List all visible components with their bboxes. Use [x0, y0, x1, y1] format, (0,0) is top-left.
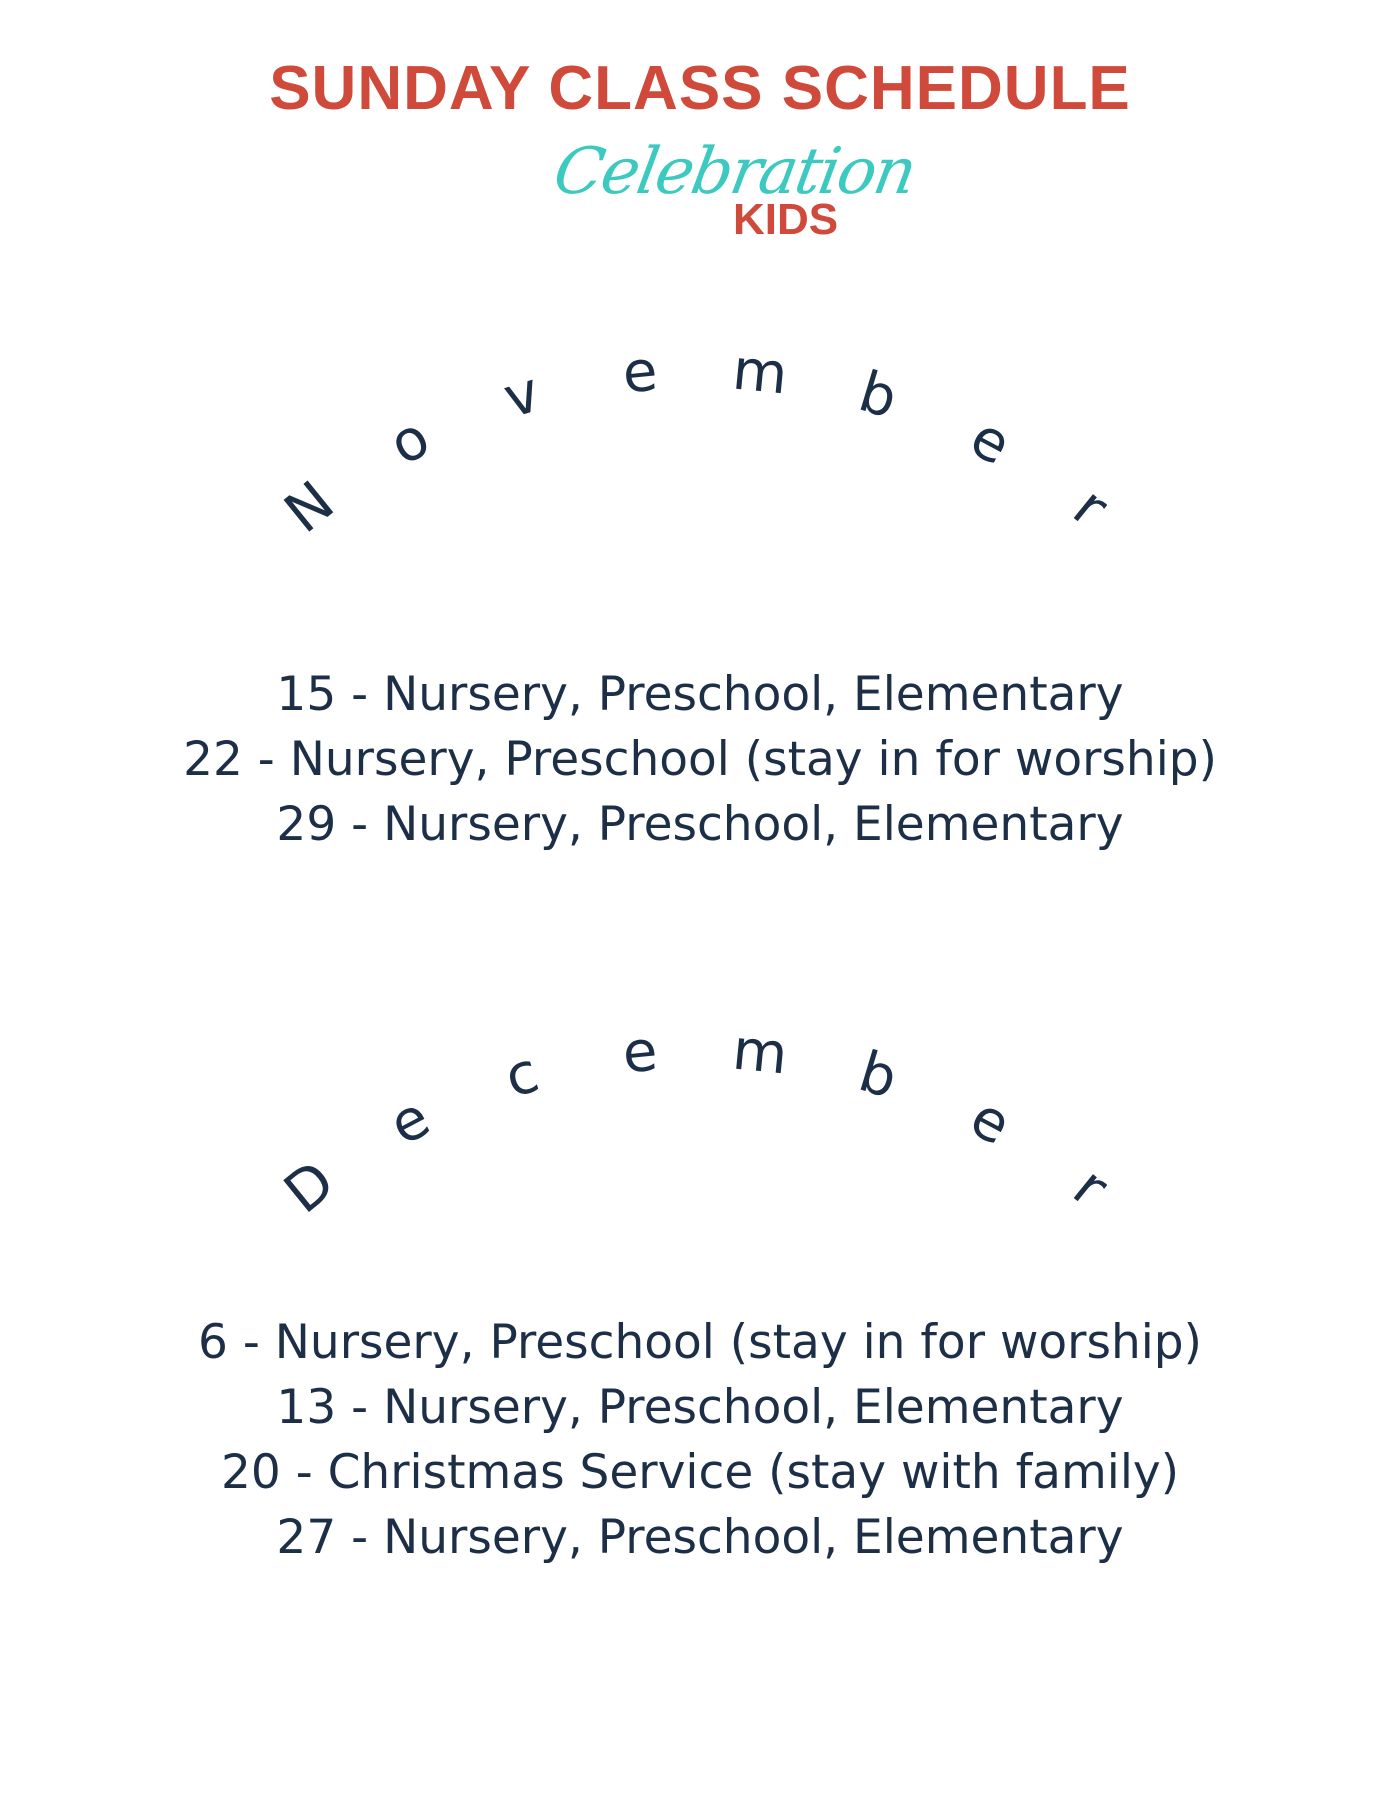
month-letter: c: [497, 1040, 546, 1112]
month-letter: e: [379, 1084, 441, 1159]
month-letter: b: [852, 1039, 905, 1112]
month-letter: N: [272, 469, 347, 547]
month-letter: r: [1061, 475, 1120, 541]
month-letter: r: [1061, 1155, 1120, 1221]
month-letter: e: [959, 404, 1021, 479]
schedule-entry: 27 - Nursery, Preschool, Elementary: [276, 1510, 1124, 1565]
month-letter: b: [852, 359, 905, 432]
schedule-entry: 22 - Nursery, Preschool (stay in for worship): [183, 732, 1217, 787]
month-letter: e: [619, 338, 661, 407]
november-schedule: [0, 662, 1400, 857]
month-letter: m: [729, 337, 791, 408]
month-letter: e: [959, 1084, 1021, 1159]
schedule-entry: 29 - Nursery, Preschool, Elementary: [276, 797, 1124, 852]
december-schedule: [0, 1310, 1400, 1570]
month-letter: v: [496, 359, 547, 432]
page-title: SUNDAY CLASS SCHEDULE: [269, 54, 1131, 123]
logo-kids-text: KIDS: [733, 195, 839, 244]
schedule-entry: 6 - Nursery, Preschool (stay in for worship): [198, 1315, 1202, 1370]
month-letter: o: [379, 404, 441, 479]
celebration-kids-logo: [0, 0, 1400, 260]
month-letter: D: [272, 1148, 347, 1227]
schedule-entry: 15 - Nursery, Preschool, Elementary: [276, 667, 1124, 722]
schedule-entry: 20 - Christmas Service (stay with family): [220, 1445, 1180, 1500]
schedule-entry: 13 - Nursery, Preschool, Elementary: [276, 1380, 1124, 1435]
month-letter: m: [729, 1017, 791, 1088]
logo-script-text: Celebration: [548, 135, 921, 209]
month-letter: e: [619, 1018, 661, 1087]
